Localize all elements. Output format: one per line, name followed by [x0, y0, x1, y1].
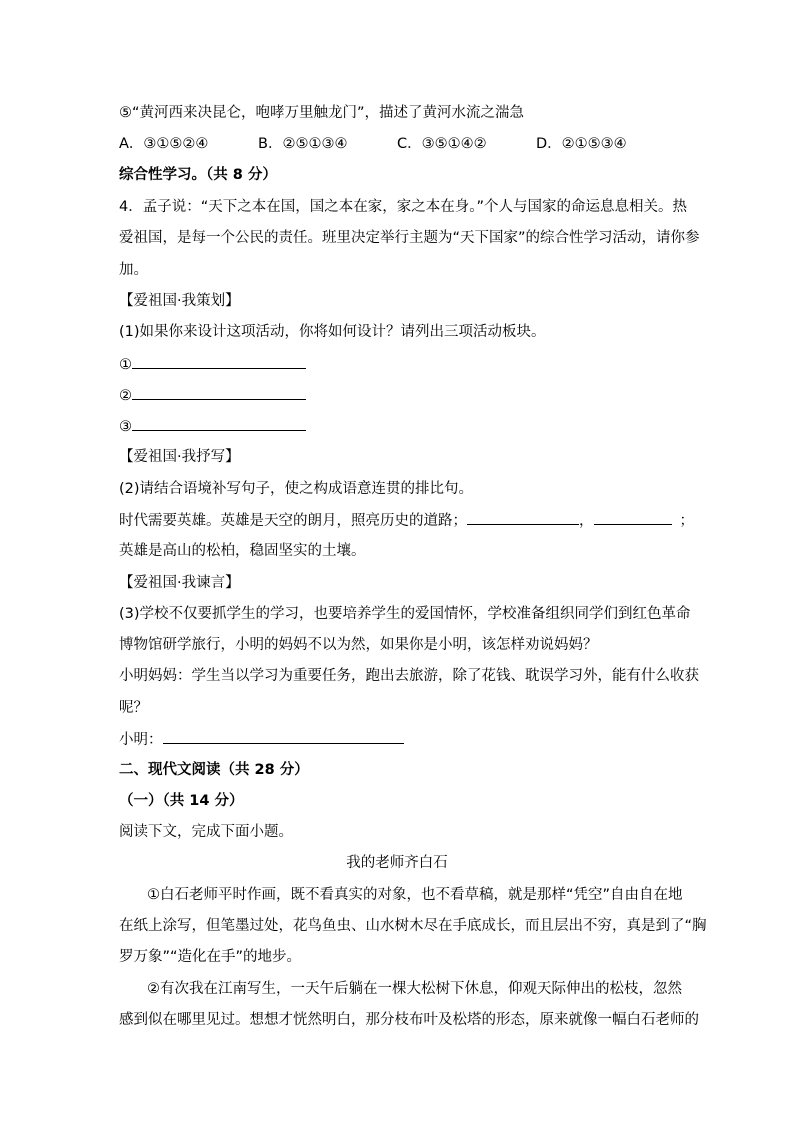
part2-question: (2)请结合语境补写句子，使之构成语意连贯的排比句。 — [119, 481, 474, 497]
fill-blank-1[interactable] — [467, 510, 579, 525]
section-comprehensive-heading: 综合性学习。（共 8 分） — [119, 167, 277, 183]
part3-heading: 【爱祖国·我谏言】 — [119, 575, 240, 591]
para2-line-1: ②有次我在江南写生，一天午后躺在一棵大松树下休息，仰观天际伸出的松枝，忽然 — [147, 981, 682, 997]
part3-question-line-1: (3)学校不仅要抓学生的学习，也要培养学生的爱国情怀，学校准备组织同学们到红色革命 — [119, 606, 691, 622]
answer-line-3 — [119, 416, 306, 437]
option-c[interactable]: C．③⑤①④② — [397, 136, 487, 152]
para1-line-1: ①白石老师平时作画，既不看真实的对象，也不看草稿，就是那样“凭空”自由自在地 — [147, 887, 683, 903]
mom-line-2: 呢？ — [119, 700, 148, 716]
answer-blank-1[interactable] — [132, 354, 306, 369]
q4-intro-line-3: 加。 — [119, 262, 148, 278]
mom-line-1: 小明妈妈：学生当以学习为重要任务，跑出去旅游，除了花钱、耽误学习外，能有什么收获 — [119, 668, 699, 684]
para1-line-2: 在纸上涂写，但笔墨过处，花鸟鱼虫、山水树木尽在手底成长，而且层出不穷，真是到了“胸 — [119, 918, 707, 934]
marker-2: ② — [119, 388, 132, 404]
answer-line-2 — [119, 385, 306, 406]
option-d[interactable]: D．②①⑤③④ — [536, 136, 627, 152]
part2-sentence-line-2: 英雄是高山的松柏，稳固坚实的土壤。 — [119, 543, 366, 559]
article-title: 我的老师齐白石 — [346, 855, 448, 871]
sentence-prefix: 时代需要英雄。英雄是天空的朗月，照亮历史的道路； — [119, 513, 467, 529]
xiaoming-label: 小明： — [119, 732, 163, 748]
marker-1: ① — [119, 357, 132, 373]
section2-sub-heading: （一）（共 14 分） — [119, 793, 244, 809]
para1-line-3: 罗万象”“造化在手”的地步。 — [119, 949, 302, 965]
part1-question: (1)如果你来设计这项活动，你将如何设计？请列出三项活动板块。 — [119, 324, 546, 340]
q3-options — [119, 134, 627, 154]
part2-sentence-line-1 — [119, 510, 694, 531]
fill-blank-2[interactable] — [594, 510, 672, 525]
para2-line-2: 感到似在哪里见过。想想才恍然明白，那分枝布叶及松塔的形态，原来就像一幅白石老师的 — [119, 1012, 699, 1028]
reading-instruction: 阅读下文，完成下面小题。 — [119, 824, 293, 840]
q3-item5: ⑤“黄河西来决昆仑，咆哮万里触龙门”，描述了黄河水流之湍急 — [119, 105, 525, 121]
option-a[interactable]: A．③①⑤②④ — [119, 136, 209, 152]
xiaoming-answer-line — [119, 729, 404, 750]
q4-intro-line-1: 4．孟子说：“天下之本在国，国之本在家，家之本在身。”个人与国家的命运息息相关。热 — [119, 199, 687, 215]
xiaoming-answer-blank[interactable] — [163, 729, 404, 744]
answer-blank-2[interactable] — [132, 385, 306, 400]
part1-heading: 【爱祖国·我策划】 — [119, 293, 240, 309]
answer-blank-3[interactable] — [132, 416, 306, 431]
marker-3: ③ — [119, 419, 132, 435]
comma: ， — [579, 513, 594, 529]
semicolon: ； — [679, 513, 694, 529]
section2-title: 二、现代文阅读（共 28 分） — [119, 762, 309, 778]
q4-intro-line-2: 爱祖国，是每一个公民的责任。班里决定举行主题为“天下国家”的综合性学习活动，请你参 — [119, 230, 700, 246]
answer-line-1 — [119, 354, 306, 375]
part2-heading: 【爱祖国·我抒写】 — [119, 449, 240, 465]
option-b[interactable]: B．②⑤①③④ — [258, 136, 348, 152]
part3-question-line-2: 博物馆研学旅行，小明的妈妈不以为然，如果你是小明，该怎样劝说妈妈？ — [119, 637, 598, 653]
